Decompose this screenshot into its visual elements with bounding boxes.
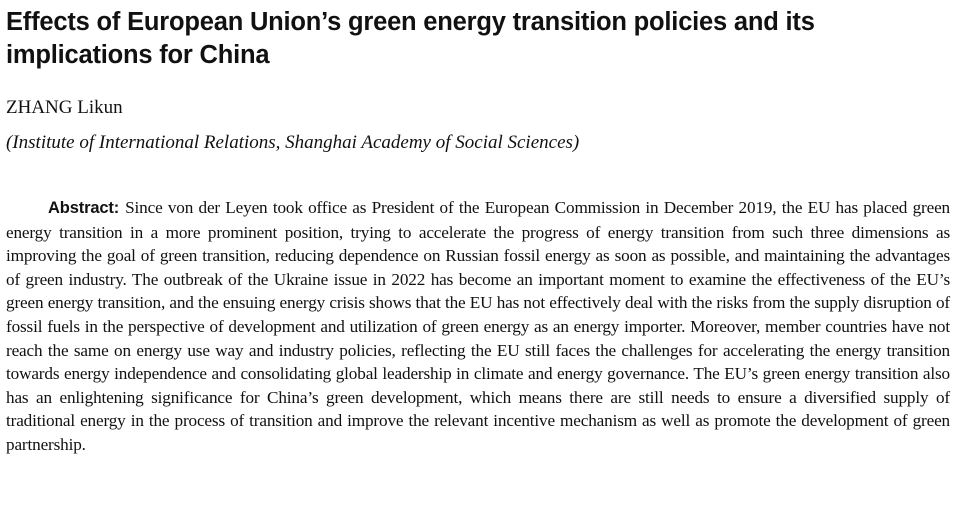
author-name: ZHANG Likun [6, 97, 123, 118]
author-affiliation: (Institute of International Relations, Shanghai Academy of Social Sciences) [6, 132, 580, 153]
abstract-paragraph [6, 196, 950, 457]
abstract-separator: : [113, 199, 120, 217]
paper-page [6, 0, 950, 457]
paper-title: Effects of European Union’s green energy transition policies and its implications for China [6, 8, 815, 69]
abstract-label: Abstract [48, 199, 114, 217]
abstract-text: Since von der Leyen took office as President of the European Commission in December 2019, the EU has placed green energy transition in a more prominent position, trying to accelerate the progress of energy transition from such three dimensions as improving the goal of green transition, reducing dependence on Russian fossil energy as soon as possible, and maintaining the advantages of green industry. The outbreak of the Ukraine issue in 2022 has become an important moment to examine the effectiveness of the EU’s green energy transition, and the ensuing energy crisis shows that the EU has not effectively deal with the risks from the supply disruption of fossil fuels in the perspective of development and utilization of green energy as an energy importer. Moreover, member countries have not reach the same on energy use way and industry policies, reflecting the EU still faces the challenges for accelerating the energy transition towards energy independence and consolidating global leadership in climate and energy governance. The EU’s green energy transition also has an enlightening significance for China’s green development, which means there are still needs to ensure a diversified supply of traditional energy in the process of transition and improve the relevant incentive mechanism as well as promote the development of green partnership. [6, 198, 950, 454]
